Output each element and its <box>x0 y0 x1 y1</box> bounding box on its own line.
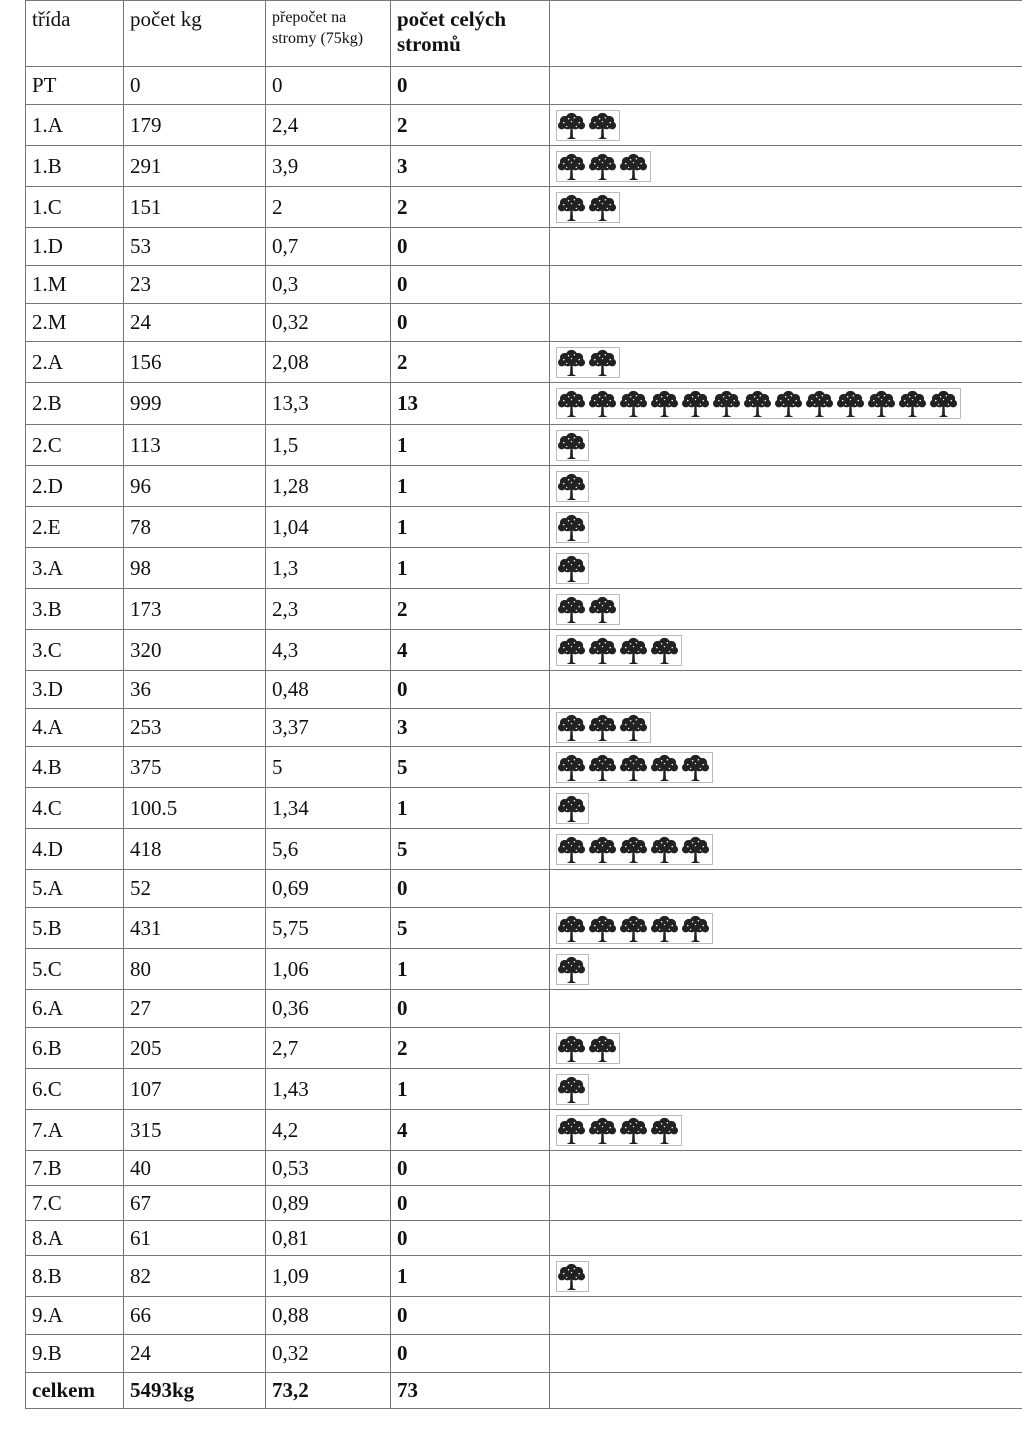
table-row <box>26 870 1022 908</box>
cell-pocet-kg: 24 <box>124 1335 266 1373</box>
cell-pocet-kg: 40 <box>124 1151 266 1186</box>
table-row <box>26 630 1022 671</box>
cell-pocet-kg: 179 <box>124 105 266 146</box>
cell-trida: 6.B <box>26 1028 124 1069</box>
cell-trida: 4.B <box>26 747 124 788</box>
table-row <box>26 228 1022 266</box>
cell-celych: 0 <box>391 1221 550 1256</box>
cell-trida: 5.B <box>26 908 124 949</box>
cell-trida: 7.A <box>26 1110 124 1151</box>
table-row <box>26 949 1022 990</box>
table-row <box>26 187 1022 228</box>
cell-trida: 1.A <box>26 105 124 146</box>
tree-icon <box>557 753 588 782</box>
tree-icons <box>556 192 620 223</box>
total-celych: 73 <box>391 1373 550 1409</box>
tree-icons <box>556 151 651 182</box>
tree-icon <box>557 1262 588 1291</box>
tree-icon <box>557 1034 588 1063</box>
tree-icon <box>588 636 619 665</box>
tree-icon <box>681 835 712 864</box>
cell-trees <box>550 788 1022 829</box>
table-row <box>26 1151 1022 1186</box>
table-row <box>26 1221 1022 1256</box>
table-row <box>26 1335 1022 1373</box>
tree-icons <box>556 712 651 743</box>
tree-icons <box>556 388 961 419</box>
cell-prepocet: 0,53 <box>266 1151 391 1186</box>
total-pocet-kg: 5493kg <box>124 1373 266 1409</box>
cell-celych: 1 <box>391 548 550 589</box>
total-prepocet: 73,2 <box>266 1373 391 1409</box>
cell-celych: 0 <box>391 1151 550 1186</box>
cell-trees <box>550 342 1022 383</box>
tree-icon <box>588 835 619 864</box>
cell-prepocet: 2,7 <box>266 1028 391 1069</box>
cell-celych: 5 <box>391 908 550 949</box>
tree-icons <box>556 1261 589 1292</box>
total-trida: celkem <box>26 1373 124 1409</box>
cell-celych: 0 <box>391 990 550 1028</box>
cell-trees <box>550 266 1022 304</box>
cell-prepocet: 0,69 <box>266 870 391 908</box>
cell-prepocet: 1,09 <box>266 1256 391 1297</box>
tree-icon <box>650 914 681 943</box>
tree-icon <box>619 1116 650 1145</box>
cell-prepocet: 4,3 <box>266 630 391 671</box>
cell-trida: 5.C <box>26 949 124 990</box>
cell-celych: 0 <box>391 870 550 908</box>
cell-trida: 4.C <box>26 788 124 829</box>
tree-icons <box>556 793 589 824</box>
cell-celych: 1 <box>391 507 550 548</box>
tree-icon <box>898 389 929 418</box>
table-row <box>26 1186 1022 1221</box>
tree-icon <box>557 955 588 984</box>
tree-icon <box>557 193 588 222</box>
tree-icon <box>650 835 681 864</box>
table-row <box>26 466 1022 507</box>
tree-icon <box>743 389 774 418</box>
cell-trida: 7.B <box>26 1151 124 1186</box>
tree-icon <box>929 389 960 418</box>
cell-trees <box>550 1335 1022 1373</box>
header-celych: počet celých stromů <box>391 1 550 67</box>
tree-icon <box>557 111 588 140</box>
cell-trida: 4.A <box>26 709 124 747</box>
cell-prepocet: 0,48 <box>266 671 391 709</box>
tree-icon <box>588 193 619 222</box>
tree-icons <box>556 834 713 865</box>
tree-icon <box>836 389 867 418</box>
tree-icon <box>619 753 650 782</box>
cell-celych: 0 <box>391 228 550 266</box>
total-row <box>26 1373 1022 1409</box>
cell-celych: 2 <box>391 187 550 228</box>
cell-pocet-kg: 107 <box>124 1069 266 1110</box>
tree-icon <box>557 472 588 501</box>
cell-pocet-kg: 96 <box>124 466 266 507</box>
tree-icon <box>681 914 712 943</box>
tree-icons <box>556 1033 620 1064</box>
cell-trida: 3.B <box>26 589 124 630</box>
cell-prepocet: 1,34 <box>266 788 391 829</box>
tree-icon <box>557 152 588 181</box>
cell-pocet-kg: 375 <box>124 747 266 788</box>
cell-pocet-kg: 27 <box>124 990 266 1028</box>
tree-icon <box>588 1034 619 1063</box>
table-row <box>26 304 1022 342</box>
cell-celych: 3 <box>391 146 550 187</box>
cell-trees <box>550 1151 1022 1186</box>
cell-trida: 2.B <box>26 383 124 425</box>
cell-pocet-kg: 315 <box>124 1110 266 1151</box>
table-row <box>26 105 1022 146</box>
cell-celych: 3 <box>391 709 550 747</box>
tree-icon <box>557 513 588 542</box>
tree-icon <box>588 595 619 624</box>
cell-celych: 1 <box>391 466 550 507</box>
cell-pocet-kg: 66 <box>124 1297 266 1335</box>
tree-icons <box>556 110 620 141</box>
cell-pocet-kg: 52 <box>124 870 266 908</box>
cell-celych: 1 <box>391 425 550 466</box>
cell-celych: 0 <box>391 1186 550 1221</box>
tree-icon <box>650 753 681 782</box>
cell-trida: 2.M <box>26 304 124 342</box>
cell-celych: 2 <box>391 1028 550 1069</box>
cell-pocet-kg: 36 <box>124 671 266 709</box>
cell-celych: 0 <box>391 1297 550 1335</box>
table-row <box>26 709 1022 747</box>
cell-trees <box>550 1256 1022 1297</box>
page <box>25 0 1022 1409</box>
cell-pocet-kg: 78 <box>124 507 266 548</box>
cell-prepocet: 13,3 <box>266 383 391 425</box>
table-row <box>26 589 1022 630</box>
cell-prepocet: 3,37 <box>266 709 391 747</box>
cell-prepocet: 2,08 <box>266 342 391 383</box>
cell-trees <box>550 1221 1022 1256</box>
cell-prepocet: 5,6 <box>266 829 391 870</box>
tree-icons <box>556 594 620 625</box>
tree-icon <box>557 1075 588 1104</box>
table-row <box>26 990 1022 1028</box>
cell-prepocet: 0,89 <box>266 1186 391 1221</box>
cell-pocet-kg: 151 <box>124 187 266 228</box>
tree-table <box>25 0 1022 1409</box>
cell-pocet-kg: 205 <box>124 1028 266 1069</box>
cell-trida: 6.C <box>26 1069 124 1110</box>
tree-icon <box>867 389 898 418</box>
cell-trees <box>550 228 1022 266</box>
cell-trida: 2.A <box>26 342 124 383</box>
cell-trees <box>550 630 1022 671</box>
table-row <box>26 671 1022 709</box>
cell-prepocet: 0,81 <box>266 1221 391 1256</box>
cell-trida: 9.A <box>26 1297 124 1335</box>
table-row <box>26 747 1022 788</box>
cell-prepocet: 0,7 <box>266 228 391 266</box>
table-row <box>26 383 1022 425</box>
cell-trees <box>550 1297 1022 1335</box>
cell-pocet-kg: 999 <box>124 383 266 425</box>
tree-icon <box>557 636 588 665</box>
cell-trees <box>550 1110 1022 1151</box>
cell-celych: 1 <box>391 1256 550 1297</box>
cell-trida: 8.A <box>26 1221 124 1256</box>
cell-trida: 3.A <box>26 548 124 589</box>
tree-icons <box>556 471 589 502</box>
cell-celych: 5 <box>391 829 550 870</box>
cell-celych: 13 <box>391 383 550 425</box>
cell-trees <box>550 709 1022 747</box>
cell-celych: 2 <box>391 589 550 630</box>
table-row <box>26 67 1022 105</box>
cell-trida: 4.D <box>26 829 124 870</box>
cell-celych: 0 <box>391 1335 550 1373</box>
tree-icon <box>588 152 619 181</box>
tree-icons <box>556 553 589 584</box>
cell-trees <box>550 507 1022 548</box>
cell-prepocet: 0,36 <box>266 990 391 1028</box>
tree-icon <box>681 753 712 782</box>
cell-trida: 1.M <box>26 266 124 304</box>
tree-icons <box>556 635 682 666</box>
tree-icon <box>557 835 588 864</box>
tree-icon <box>557 348 588 377</box>
tree-icon <box>557 595 588 624</box>
cell-prepocet: 1,06 <box>266 949 391 990</box>
cell-trida: 1.C <box>26 187 124 228</box>
cell-pocet-kg: 82 <box>124 1256 266 1297</box>
cell-trees <box>550 304 1022 342</box>
table-row <box>26 342 1022 383</box>
cell-pocet-kg: 24 <box>124 304 266 342</box>
tree-icon <box>619 636 650 665</box>
tree-icon <box>588 348 619 377</box>
header-row <box>26 1 1022 67</box>
cell-pocet-kg: 253 <box>124 709 266 747</box>
cell-pocet-kg: 53 <box>124 228 266 266</box>
cell-prepocet: 0,88 <box>266 1297 391 1335</box>
cell-trees <box>550 949 1022 990</box>
cell-trees <box>550 105 1022 146</box>
cell-celych: 1 <box>391 788 550 829</box>
cell-trees <box>550 747 1022 788</box>
table-row <box>26 1297 1022 1335</box>
tree-icon <box>619 389 650 418</box>
tree-icon <box>557 794 588 823</box>
tree-icon <box>557 1116 588 1145</box>
table-row <box>26 507 1022 548</box>
cell-trees <box>550 870 1022 908</box>
tree-icons <box>556 347 620 378</box>
tree-icon <box>588 1116 619 1145</box>
cell-prepocet: 5,75 <box>266 908 391 949</box>
total-trees <box>550 1373 1022 1409</box>
cell-celych: 2 <box>391 105 550 146</box>
cell-pocet-kg: 156 <box>124 342 266 383</box>
cell-trees <box>550 466 1022 507</box>
tree-icons <box>556 1074 589 1105</box>
cell-trees <box>550 671 1022 709</box>
table-row <box>26 908 1022 949</box>
cell-celych: 5 <box>391 747 550 788</box>
tree-icon <box>650 636 681 665</box>
cell-prepocet: 1,3 <box>266 548 391 589</box>
cell-prepocet: 5 <box>266 747 391 788</box>
cell-trida: 3.D <box>26 671 124 709</box>
cell-trees <box>550 383 1022 425</box>
cell-pocet-kg: 98 <box>124 548 266 589</box>
header-trida: třída <box>26 1 124 67</box>
tree-icon <box>588 389 619 418</box>
cell-trees <box>550 1069 1022 1110</box>
cell-prepocet: 0,32 <box>266 1335 391 1373</box>
table-row <box>26 1256 1022 1297</box>
cell-trida: 8.B <box>26 1256 124 1297</box>
cell-pocet-kg: 291 <box>124 146 266 187</box>
cell-prepocet: 1,43 <box>266 1069 391 1110</box>
cell-prepocet: 0,32 <box>266 304 391 342</box>
cell-celych: 1 <box>391 1069 550 1110</box>
cell-trees <box>550 67 1022 105</box>
tree-icons <box>556 913 713 944</box>
tree-icon <box>650 389 681 418</box>
cell-pocet-kg: 320 <box>124 630 266 671</box>
cell-trida: 1.B <box>26 146 124 187</box>
table-row <box>26 548 1022 589</box>
table-row <box>26 829 1022 870</box>
cell-trida: 6.A <box>26 990 124 1028</box>
cell-trees <box>550 425 1022 466</box>
tree-icon <box>557 914 588 943</box>
cell-trees <box>550 548 1022 589</box>
table-row <box>26 1110 1022 1151</box>
cell-trida: 9.B <box>26 1335 124 1373</box>
cell-trees <box>550 908 1022 949</box>
cell-pocet-kg: 113 <box>124 425 266 466</box>
header-prepocet: přepočet na stromy (75kg) <box>266 1 391 67</box>
cell-celych: 0 <box>391 67 550 105</box>
tree-icon <box>650 1116 681 1145</box>
cell-prepocet: 3,9 <box>266 146 391 187</box>
cell-prepocet: 2,3 <box>266 589 391 630</box>
cell-trida: 2.E <box>26 507 124 548</box>
cell-pocet-kg: 173 <box>124 589 266 630</box>
cell-pocet-kg: 23 <box>124 266 266 304</box>
cell-pocet-kg: 61 <box>124 1221 266 1256</box>
tree-icon <box>557 554 588 583</box>
cell-trida: 5.A <box>26 870 124 908</box>
tree-icons <box>556 1115 682 1146</box>
tree-icon <box>619 835 650 864</box>
tree-icon <box>588 914 619 943</box>
tree-icon <box>588 753 619 782</box>
cell-trees <box>550 187 1022 228</box>
cell-trida: 2.D <box>26 466 124 507</box>
tree-icons <box>556 752 713 783</box>
cell-trees <box>550 990 1022 1028</box>
cell-trees <box>550 146 1022 187</box>
cell-pocet-kg: 0 <box>124 67 266 105</box>
cell-celych: 2 <box>391 342 550 383</box>
cell-celych: 4 <box>391 630 550 671</box>
tree-icons <box>556 512 589 543</box>
cell-trees <box>550 1028 1022 1069</box>
cell-prepocet: 2 <box>266 187 391 228</box>
cell-pocet-kg: 418 <box>124 829 266 870</box>
table-row <box>26 1028 1022 1069</box>
tree-icon <box>774 389 805 418</box>
cell-celych: 0 <box>391 304 550 342</box>
cell-prepocet: 1,04 <box>266 507 391 548</box>
cell-celych: 1 <box>391 949 550 990</box>
tree-icon <box>805 389 836 418</box>
cell-prepocet: 4,2 <box>266 1110 391 1151</box>
cell-prepocet: 0,3 <box>266 266 391 304</box>
header-trees <box>550 1 1022 67</box>
cell-prepocet: 1,5 <box>266 425 391 466</box>
tree-icon <box>557 431 588 460</box>
table-row <box>26 146 1022 187</box>
table-row <box>26 266 1022 304</box>
tree-icon <box>619 914 650 943</box>
table-row <box>26 1069 1022 1110</box>
tree-icons <box>556 430 589 461</box>
tree-icon <box>588 713 619 742</box>
cell-pocet-kg: 431 <box>124 908 266 949</box>
cell-trees <box>550 1186 1022 1221</box>
table-row <box>26 425 1022 466</box>
cell-trees <box>550 589 1022 630</box>
table-row <box>26 788 1022 829</box>
cell-prepocet: 0 <box>266 67 391 105</box>
tree-icon <box>712 389 743 418</box>
tree-icon <box>619 152 650 181</box>
tree-icon <box>619 713 650 742</box>
cell-trida: 3.C <box>26 630 124 671</box>
cell-prepocet: 1,28 <box>266 466 391 507</box>
cell-trida: 1.D <box>26 228 124 266</box>
tree-icon <box>557 389 588 418</box>
tree-icon <box>588 111 619 140</box>
cell-trida: PT <box>26 67 124 105</box>
cell-prepocet: 2,4 <box>266 105 391 146</box>
cell-trees <box>550 829 1022 870</box>
cell-trida: 7.C <box>26 1186 124 1221</box>
cell-trida: 2.C <box>26 425 124 466</box>
cell-pocet-kg: 100.5 <box>124 788 266 829</box>
tree-icon <box>681 389 712 418</box>
cell-pocet-kg: 67 <box>124 1186 266 1221</box>
cell-celych: 0 <box>391 266 550 304</box>
cell-pocet-kg: 80 <box>124 949 266 990</box>
cell-celych: 0 <box>391 671 550 709</box>
header-pocet-kg: počet kg <box>124 1 266 67</box>
cell-celych: 4 <box>391 1110 550 1151</box>
tree-icon <box>557 713 588 742</box>
tree-icons <box>556 954 589 985</box>
